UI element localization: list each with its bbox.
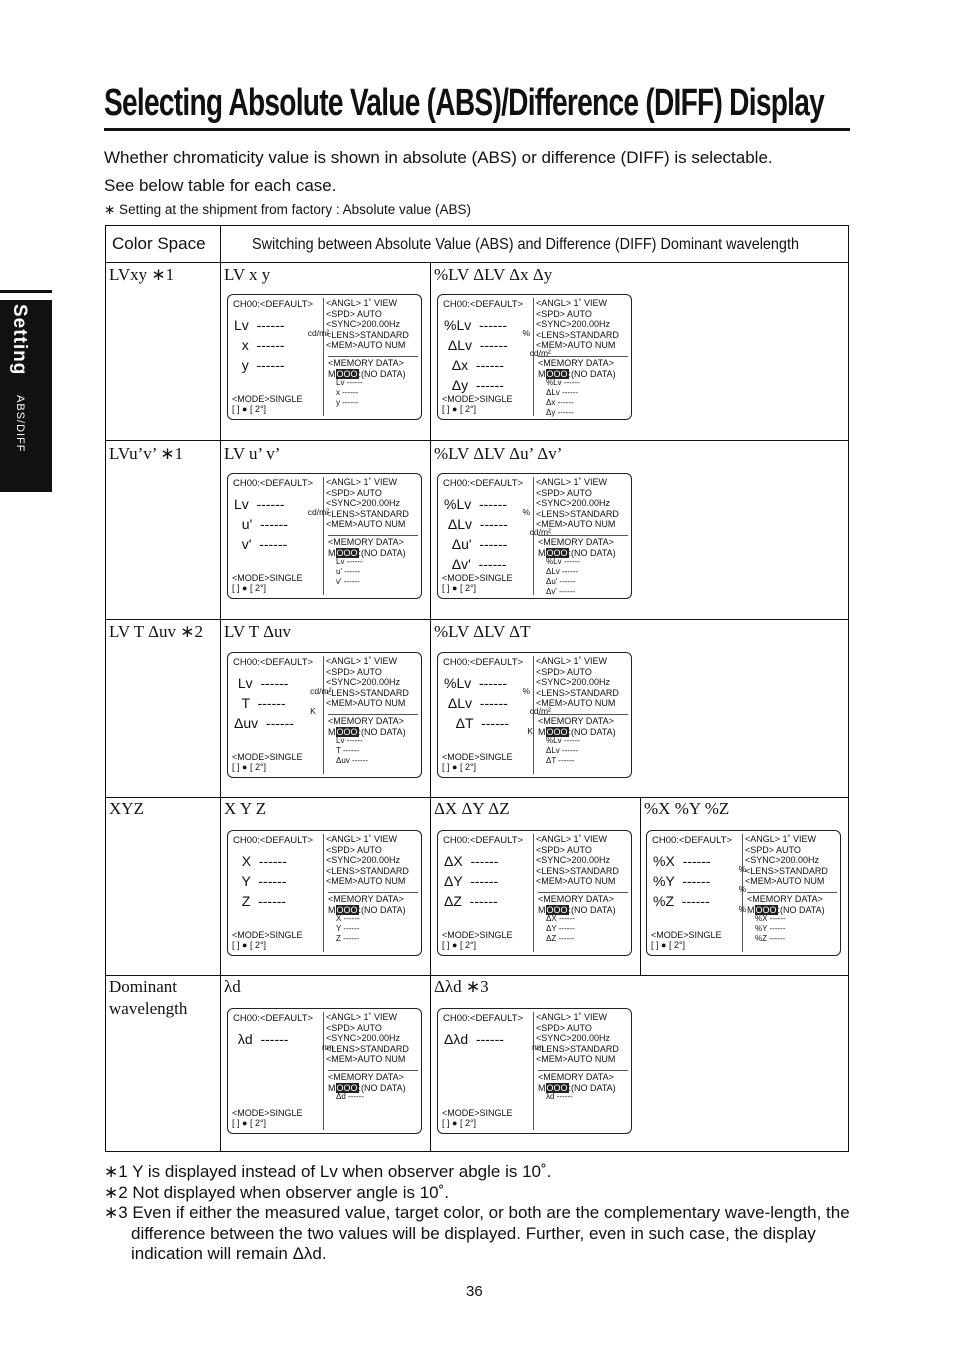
intro-text xyxy=(104,144,864,200)
lcd-mode xyxy=(442,752,513,772)
lcd-channel: CH00:<DEFAULT> xyxy=(233,657,314,668)
row-label: Dominant wavelength xyxy=(109,977,188,1018)
lcd-memory-code: OOO xyxy=(546,1082,568,1093)
lcd-memory-header: <MEMORY DATA> xyxy=(328,716,404,726)
lcd-memory-row: X ------ xyxy=(336,914,360,923)
lcd-mode xyxy=(651,930,722,950)
lcd-memory-header: <MEMORY DATA> xyxy=(328,1072,404,1082)
lcd-settings xyxy=(536,834,619,887)
lcd-memory-row: v' ------ xyxy=(336,577,360,586)
lcd-status-bar: [ ] ● [ 2°] xyxy=(232,583,267,593)
lcd-setting-line: <SYNC>200.00Hz xyxy=(745,855,820,865)
lcd-memory xyxy=(538,1070,628,1093)
lcd-setting-line: <MEM>AUTO NUM xyxy=(536,698,616,708)
lcd-mode xyxy=(442,394,513,414)
cell-label: λd xyxy=(224,977,241,996)
side-tab-subsection: ABS/DIFF xyxy=(14,395,26,453)
side-tab xyxy=(0,300,52,492)
lcd-memory-suffix: :(NO DATA) xyxy=(568,904,616,915)
lcd-memory-row: λd ------ xyxy=(546,1092,573,1101)
lcd-status-bar: [ ] ● [ 2°] xyxy=(442,1118,477,1128)
lcd-display xyxy=(437,294,632,420)
lcd-setting-line: <SPD> AUTO xyxy=(326,308,382,319)
lcd-memory-prefix: M xyxy=(538,726,546,737)
lcd-memory-code: OOO xyxy=(336,1082,358,1093)
lcd-setting-line: <LENS>STANDARD xyxy=(326,508,409,519)
lcd-status-bar: [ ] ● [ 2°] xyxy=(232,762,267,772)
cell-label: %LV ΔLV ΔT xyxy=(434,622,531,641)
lcd-memory-rows xyxy=(336,378,363,408)
lcd-memory-row: ΔY ------ xyxy=(546,924,575,933)
lcd-setting-line: <SPD> AUTO xyxy=(326,844,382,855)
lcd-setting-line: <LENS>STANDARD xyxy=(536,687,619,698)
lcd-memory-row: Lv ------ xyxy=(336,736,363,745)
footnote-3: ∗3 Even if either the measured value, target color, or both are the complementary wave-length, the difference between the two values will be displayed. Further, even in such case, the display indication will remain Δλd. xyxy=(104,1203,850,1263)
lcd-setting-line: <ANGL> 1˚ VIEW xyxy=(326,1012,398,1022)
lcd-display xyxy=(227,1008,422,1134)
lcd-setting-line: <ANGL> 1˚ VIEW xyxy=(536,834,608,844)
lcd-memory-suffix: :(NO DATA) xyxy=(358,904,406,915)
lcd-memory-row: ΔX ------ xyxy=(546,914,575,923)
lcd-memory-suffix: :(NO DATA) xyxy=(568,547,616,558)
lcd-memory-prefix: M xyxy=(538,904,546,915)
lcd-setting-line: <SYNC>200.00Hz xyxy=(536,319,611,329)
lcd-memory-row: Z ------ xyxy=(336,934,360,943)
lcd-settings xyxy=(326,834,409,887)
cell-label: LV x y xyxy=(224,265,271,284)
side-tab-section: Setting xyxy=(9,304,30,376)
lcd-memory-prefix: M xyxy=(328,726,336,737)
table-divider xyxy=(106,797,849,798)
lcd-memory xyxy=(328,356,418,379)
lcd-memory-prefix: M xyxy=(538,1082,546,1093)
lcd-divider xyxy=(323,834,324,952)
lcd-setting-line: <MEM>AUTO NUM xyxy=(326,698,406,708)
lcd-settings xyxy=(536,1012,619,1065)
lcd-mode xyxy=(442,573,513,593)
lcd-main-values: %Lv ------ ΔLv ------ ΔT ------ xyxy=(444,675,510,731)
lcd-channel: CH00:<DEFAULT> xyxy=(443,835,524,846)
lcd-memory-prefix: M xyxy=(538,547,546,558)
lcd-display xyxy=(227,294,422,420)
row-label: XYZ xyxy=(109,799,144,818)
lcd-memory-code: OOO xyxy=(336,547,358,558)
lcd-memory-code: OOO xyxy=(546,547,568,558)
cell-label: %LV ΔLV Δx Δy xyxy=(434,265,553,284)
cell-label: LV T Δuv xyxy=(224,622,291,641)
lcd-mode xyxy=(442,1108,513,1128)
cell-label: %X %Y %Z xyxy=(644,799,730,818)
table-divider xyxy=(106,262,849,263)
cell-label: Δλd ∗3 xyxy=(434,977,489,996)
lcd-memory-row: x ------ xyxy=(336,388,359,397)
lcd-memory-row: Δv' ------ xyxy=(546,587,576,596)
lcd-memory-rows xyxy=(546,736,580,766)
lcd-setting-line: <MEM>AUTO NUM xyxy=(326,519,406,529)
lcd-memory-header: <MEMORY DATA> xyxy=(328,894,404,904)
lcd-setting-line: <LENS>STANDARD xyxy=(536,865,619,876)
lcd-status-bar: [ ] ● [ 2°] xyxy=(651,940,686,950)
cell-label: LV u’ v’ xyxy=(224,444,281,463)
lcd-divider xyxy=(533,1012,534,1130)
lcd-display xyxy=(227,652,422,778)
table-divider xyxy=(640,797,641,975)
cell-label: ΔX ΔY ΔZ xyxy=(434,799,510,818)
lcd-memory-code: OOO xyxy=(336,368,358,379)
lcd-settings xyxy=(326,298,409,351)
lcd-display xyxy=(227,473,422,599)
lcd-main-values: Δλd ------ xyxy=(444,1031,504,1047)
lcd-setting-line: <LENS>STANDARD xyxy=(536,1043,619,1054)
lcd-setting-line: <ANGL> 1˚ VIEW xyxy=(536,656,608,666)
lcd-setting-line: <ANGL> 1˚ VIEW xyxy=(745,834,817,844)
lcd-memory-header: <MEMORY DATA> xyxy=(538,1072,614,1082)
lcd-setting-line: <MEM>AUTO NUM xyxy=(326,876,406,886)
lcd-memory-suffix: :(NO DATA) xyxy=(568,368,616,379)
lcd-channel: CH00:<DEFAULT> xyxy=(233,1013,314,1024)
footnotes xyxy=(104,1162,854,1265)
lcd-setting-line: <MEM>AUTO NUM xyxy=(536,876,616,886)
lcd-setting-line: <SYNC>200.00Hz xyxy=(536,677,611,687)
lcd-memory-row: y ------ xyxy=(336,398,359,407)
lcd-divider xyxy=(533,834,534,952)
lcd-memory-prefix: M xyxy=(538,368,546,379)
lcd-units: % cd/m² K xyxy=(522,686,551,736)
lcd-setting-line: <ANGL> 1˚ VIEW xyxy=(326,834,398,844)
lcd-memory-row: Lv ------ xyxy=(336,557,363,566)
lcd-setting-line: <LENS>STANDARD xyxy=(326,865,409,876)
lcd-channel: CH00:<DEFAULT> xyxy=(443,299,524,310)
lcd-memory-row: ΔLv ------ xyxy=(546,746,578,755)
lcd-mode-label: <MODE>SINGLE xyxy=(232,573,303,583)
lcd-units: % cd/m² xyxy=(522,328,551,358)
lcd-setting-line: <MEM>AUTO NUM xyxy=(536,519,616,529)
lcd-memory-header: <MEMORY DATA> xyxy=(538,716,614,726)
lcd-memory-code: OOO xyxy=(546,726,568,737)
lcd-memory-suffix: :(NO DATA) xyxy=(777,904,825,915)
lcd-memory xyxy=(538,892,628,915)
lcd-main-values: λd ------ xyxy=(234,1031,289,1047)
lcd-memory-code: OOO xyxy=(336,726,358,737)
lcd-memory-prefix: M xyxy=(328,904,336,915)
row-label: LVu’v’ ∗1 xyxy=(109,444,184,463)
lcd-settings xyxy=(326,1012,409,1065)
lcd-memory-header: <MEMORY DATA> xyxy=(328,358,404,368)
lcd-status-bar: [ ] ● [ 2°] xyxy=(232,1118,267,1128)
lcd-memory-row: %Z ------ xyxy=(755,934,786,943)
lcd-setting-line: <SYNC>200.00Hz xyxy=(536,498,611,508)
lcd-mode-label: <MODE>SINGLE xyxy=(232,930,303,940)
lcd-divider xyxy=(323,1012,324,1130)
lcd-display xyxy=(437,652,632,778)
lcd-divider xyxy=(323,477,324,595)
lcd-setting-line: <SPD> AUTO xyxy=(536,844,592,855)
lcd-setting-line: <ANGL> 1˚ VIEW xyxy=(326,477,398,487)
lcd-setting-line: <SPD> AUTO xyxy=(536,487,592,498)
lcd-setting-line: <SPD> AUTO xyxy=(536,1022,592,1033)
lcd-channel: CH00:<DEFAULT> xyxy=(652,835,733,846)
lcd-setting-line: <SPD> AUTO xyxy=(326,1022,382,1033)
lcd-memory-header: <MEMORY DATA> xyxy=(747,894,823,904)
lcd-memory-row: Δuv ------ xyxy=(336,756,368,765)
page-title xyxy=(104,80,850,131)
lcd-status-bar: [ ] ● [ 2°] xyxy=(442,404,477,414)
lcd-status-bar: [ ] ● [ 2°] xyxy=(442,762,477,772)
footnote-2: ∗2 Not displayed when observer angle is 10˚. xyxy=(104,1182,449,1202)
lcd-memory-header: <MEMORY DATA> xyxy=(328,537,404,547)
lcd-memory xyxy=(538,535,628,558)
lcd-settings xyxy=(326,477,409,530)
table-divider xyxy=(220,226,221,1152)
lcd-memory xyxy=(747,892,837,915)
lcd-setting-line: <LENS>STANDARD xyxy=(326,329,409,340)
lcd-mode xyxy=(442,930,513,950)
lcd-memory-row: %X ------ xyxy=(755,914,786,923)
lcd-units: cd/m² xyxy=(296,328,330,338)
lcd-mode xyxy=(232,1108,303,1128)
lcd-setting-line: <MEM>AUTO NUM xyxy=(326,340,406,350)
lcd-memory-prefix: M xyxy=(328,368,336,379)
lcd-memory-rows xyxy=(546,1092,573,1102)
switching-header: Switching between Absolute Value (ABS) and Difference (DIFF) Dominant wavelength xyxy=(252,236,799,253)
lcd-memory-header: <MEMORY DATA> xyxy=(538,894,614,904)
lcd-main-values: Lv ------ T ------ Δuv ------ xyxy=(234,675,294,731)
lcd-setting-line: <LENS>STANDARD xyxy=(326,687,409,698)
lcd-setting-line: <MEM>AUTO NUM xyxy=(745,876,825,886)
table-divider xyxy=(430,262,431,1152)
lcd-memory-row: ΔT ------ xyxy=(546,756,575,765)
lcd-settings xyxy=(745,834,828,887)
lcd-memory xyxy=(328,535,418,558)
lcd-setting-line: <SYNC>200.00Hz xyxy=(536,855,611,865)
lcd-display xyxy=(227,830,422,956)
table-divider xyxy=(106,440,849,441)
lcd-display xyxy=(437,830,632,956)
lcd-memory-rows xyxy=(336,736,368,766)
lcd-memory-rows xyxy=(546,557,580,597)
lcd-channel: CH00:<DEFAULT> xyxy=(233,299,314,310)
cell-label: %LV ΔLV Δu’ Δv’ xyxy=(434,444,563,463)
lcd-memory-suffix: :(NO DATA) xyxy=(568,1082,616,1093)
lcd-memory-rows xyxy=(546,914,575,944)
page-number: 36 xyxy=(466,1283,483,1300)
lcd-setting-line: <ANGL> 1˚ VIEW xyxy=(536,477,608,487)
lcd-mode-label: <MODE>SINGLE xyxy=(442,573,513,583)
lcd-units: cd/m² K xyxy=(310,686,332,716)
lcd-memory-header: <MEMORY DATA> xyxy=(538,537,614,547)
row-label: LV T Δuv ∗2 xyxy=(109,622,203,641)
lcd-setting-line: <ANGL> 1˚ VIEW xyxy=(326,298,398,308)
lcd-memory-suffix: :(NO DATA) xyxy=(358,726,406,737)
lcd-memory-row: Δu' ------ xyxy=(546,577,576,586)
lcd-memory-rows xyxy=(546,378,580,418)
lcd-main-values: Lv ------ x ------ y ------ xyxy=(234,317,285,373)
lcd-memory-code: OOO xyxy=(546,904,568,915)
lcd-memory-row: Δy ------ xyxy=(546,408,574,417)
lcd-memory-suffix: :(NO DATA) xyxy=(568,726,616,737)
lcd-setting-line: <SPD> AUTO xyxy=(745,844,801,855)
lcd-mode xyxy=(232,394,303,414)
lcd-memory-code: OOO xyxy=(336,904,358,915)
lcd-memory-header: <MEMORY DATA> xyxy=(538,358,614,368)
lcd-status-bar: [ ] ● [ 2°] xyxy=(442,583,477,593)
factory-note: ∗ Setting at the shipment from factory : Absolute value (ABS) xyxy=(104,202,471,217)
lcd-mode xyxy=(232,930,303,950)
lcd-status-bar: [ ] ● [ 2°] xyxy=(442,940,477,950)
lcd-channel: CH00:<DEFAULT> xyxy=(443,478,524,489)
lcd-memory-rows xyxy=(755,914,786,944)
lcd-setting-line: <ANGL> 1˚ VIEW xyxy=(536,1012,608,1022)
lcd-memory-row: %Y ------ xyxy=(755,924,786,933)
lcd-mode-label: <MODE>SINGLE xyxy=(232,752,303,762)
lcd-setting-line: <MEM>AUTO NUM xyxy=(536,1054,616,1064)
lcd-setting-line: <LENS>STANDARD xyxy=(326,1043,409,1054)
lcd-units: % % % xyxy=(738,864,747,914)
lcd-memory-row: Δd ------ xyxy=(336,1092,364,1101)
lcd-units: nm xyxy=(296,1042,334,1052)
lcd-main-values: ΔX ------ ΔY ------ ΔZ ------ xyxy=(444,853,499,909)
lcd-channel: CH00:<DEFAULT> xyxy=(233,478,314,489)
lcd-mode-label: <MODE>SINGLE xyxy=(232,1108,303,1118)
lcd-memory-prefix: M xyxy=(328,547,336,558)
lcd-divider xyxy=(323,298,324,416)
lcd-memory-rows xyxy=(336,1092,364,1102)
lcd-mode-label: <MODE>SINGLE xyxy=(442,930,513,940)
lcd-setting-line: <MEM>AUTO NUM xyxy=(536,340,616,350)
lcd-setting-line: <ANGL> 1˚ VIEW xyxy=(326,656,398,666)
lcd-memory-row: T ------ xyxy=(336,746,359,755)
lcd-mode-label: <MODE>SINGLE xyxy=(442,752,513,762)
lcd-memory-row: %Lv ------ xyxy=(546,736,580,745)
lcd-display xyxy=(646,830,841,956)
lcd-memory-code: OOO xyxy=(755,904,777,915)
lcd-units: nm xyxy=(506,1042,544,1052)
lcd-setting-line: <LENS>STANDARD xyxy=(536,508,619,519)
lcd-setting-line: <SPD> AUTO xyxy=(536,308,592,319)
lcd-mode xyxy=(232,752,303,772)
lcd-memory-row: ΔZ ------ xyxy=(546,934,575,943)
lcd-memory-row: Lv ------ xyxy=(336,378,363,387)
lcd-memory-suffix: :(NO DATA) xyxy=(358,547,406,558)
lcd-memory-rows xyxy=(336,914,360,944)
lcd-memory-rows xyxy=(336,557,363,587)
lcd-memory-code: OOO xyxy=(546,368,568,379)
lcd-setting-line: <SPD> AUTO xyxy=(326,487,382,498)
lcd-main-values: X ------ Y ------ Z ------ xyxy=(241,853,287,909)
lcd-setting-line: <LENS>STANDARD xyxy=(745,865,828,876)
lcd-channel: CH00:<DEFAULT> xyxy=(443,1013,524,1024)
lcd-memory xyxy=(328,1070,418,1093)
lcd-memory-row: ΔLv ------ xyxy=(546,567,578,576)
lcd-units: % cd/m² xyxy=(522,507,551,537)
lcd-setting-line: <SYNC>200.00Hz xyxy=(326,855,401,865)
lcd-memory-prefix: M xyxy=(328,1082,336,1093)
lcd-memory-row: ΔLv ------ xyxy=(546,388,578,397)
lcd-setting-line: <SYNC>200.00Hz xyxy=(326,319,401,329)
lcd-memory-suffix: :(NO DATA) xyxy=(358,368,406,379)
lcd-memory xyxy=(328,714,418,737)
lcd-mode-label: <MODE>SINGLE xyxy=(442,1108,513,1118)
lcd-setting-line: <SYNC>200.00Hz xyxy=(536,1033,611,1043)
footnote-1: ∗1 Y is displayed instead of Lv when observer abgle is 10˚. xyxy=(104,1162,552,1181)
lcd-setting-line: <SYNC>200.00Hz xyxy=(326,1033,401,1043)
table-divider xyxy=(106,619,849,620)
lcd-setting-line: <SPD> AUTO xyxy=(326,666,382,677)
lcd-memory-row: %Lv ------ xyxy=(546,378,580,387)
lcd-status-bar: [ ] ● [ 2°] xyxy=(232,940,267,950)
color-space-header: Color Space xyxy=(112,234,206,253)
lcd-memory xyxy=(328,892,418,915)
lcd-main-values: %Lv ------ ΔLv ------ Δu' ------ Δv' ------ xyxy=(444,496,508,572)
lcd-mode-label: <MODE>SINGLE xyxy=(442,394,513,404)
cell-label: X Y Z xyxy=(224,799,267,818)
tab-divider xyxy=(0,290,52,293)
lcd-main-values: %X ------ %Y ------ %Z ------ xyxy=(653,853,711,909)
lcd-setting-line: <SYNC>200.00Hz xyxy=(326,677,401,687)
lcd-units: cd/m² xyxy=(296,507,330,517)
lcd-memory-row: u' ------ xyxy=(336,567,361,576)
lcd-setting-line: <SPD> AUTO xyxy=(536,666,592,677)
intro-line-1: Whether chromaticity value is shown in absolute (ABS) or difference (DIFF) is selectable. xyxy=(104,148,773,167)
lcd-memory-prefix: M xyxy=(747,904,755,915)
lcd-status-bar: [ ] ● [ 2°] xyxy=(232,404,267,414)
lcd-setting-line: <SYNC>200.00Hz xyxy=(326,498,401,508)
lcd-setting-line: <ANGL> 1˚ VIEW xyxy=(536,298,608,308)
lcd-mode xyxy=(232,573,303,593)
lcd-memory xyxy=(538,356,628,379)
lcd-mode-label: <MODE>SINGLE xyxy=(651,930,722,940)
lcd-display xyxy=(437,1008,632,1134)
lcd-memory xyxy=(538,714,628,737)
lcd-channel: CH00:<DEFAULT> xyxy=(233,835,314,846)
row-label: LVxy ∗1 xyxy=(109,265,175,284)
lcd-settings xyxy=(326,656,409,709)
lcd-main-values: Lv ------ u' ------ v' ------ xyxy=(234,496,288,552)
table-divider xyxy=(106,975,849,976)
lcd-setting-line: <MEM>AUTO NUM xyxy=(326,1054,406,1064)
lcd-setting-line: <LENS>STANDARD xyxy=(536,329,619,340)
lcd-main-values: %Lv ------ ΔLv ------ Δx ------ Δy ------ xyxy=(444,317,508,393)
lcd-channel: CH00:<DEFAULT> xyxy=(443,657,524,668)
lcd-display xyxy=(437,473,632,599)
page-title-text: Selecting Absolute Value (ABS)/Difference (DIFF) Display xyxy=(104,82,825,124)
lcd-memory-row: Δx ------ xyxy=(546,398,574,407)
lcd-mode-label: <MODE>SINGLE xyxy=(232,394,303,404)
lcd-memory-suffix: :(NO DATA) xyxy=(358,1082,406,1093)
lcd-memory-row: %Lv ------ xyxy=(546,557,580,566)
lcd-memory-row: Y ------ xyxy=(336,924,360,933)
intro-line-2: See below table for each case. xyxy=(104,176,337,195)
